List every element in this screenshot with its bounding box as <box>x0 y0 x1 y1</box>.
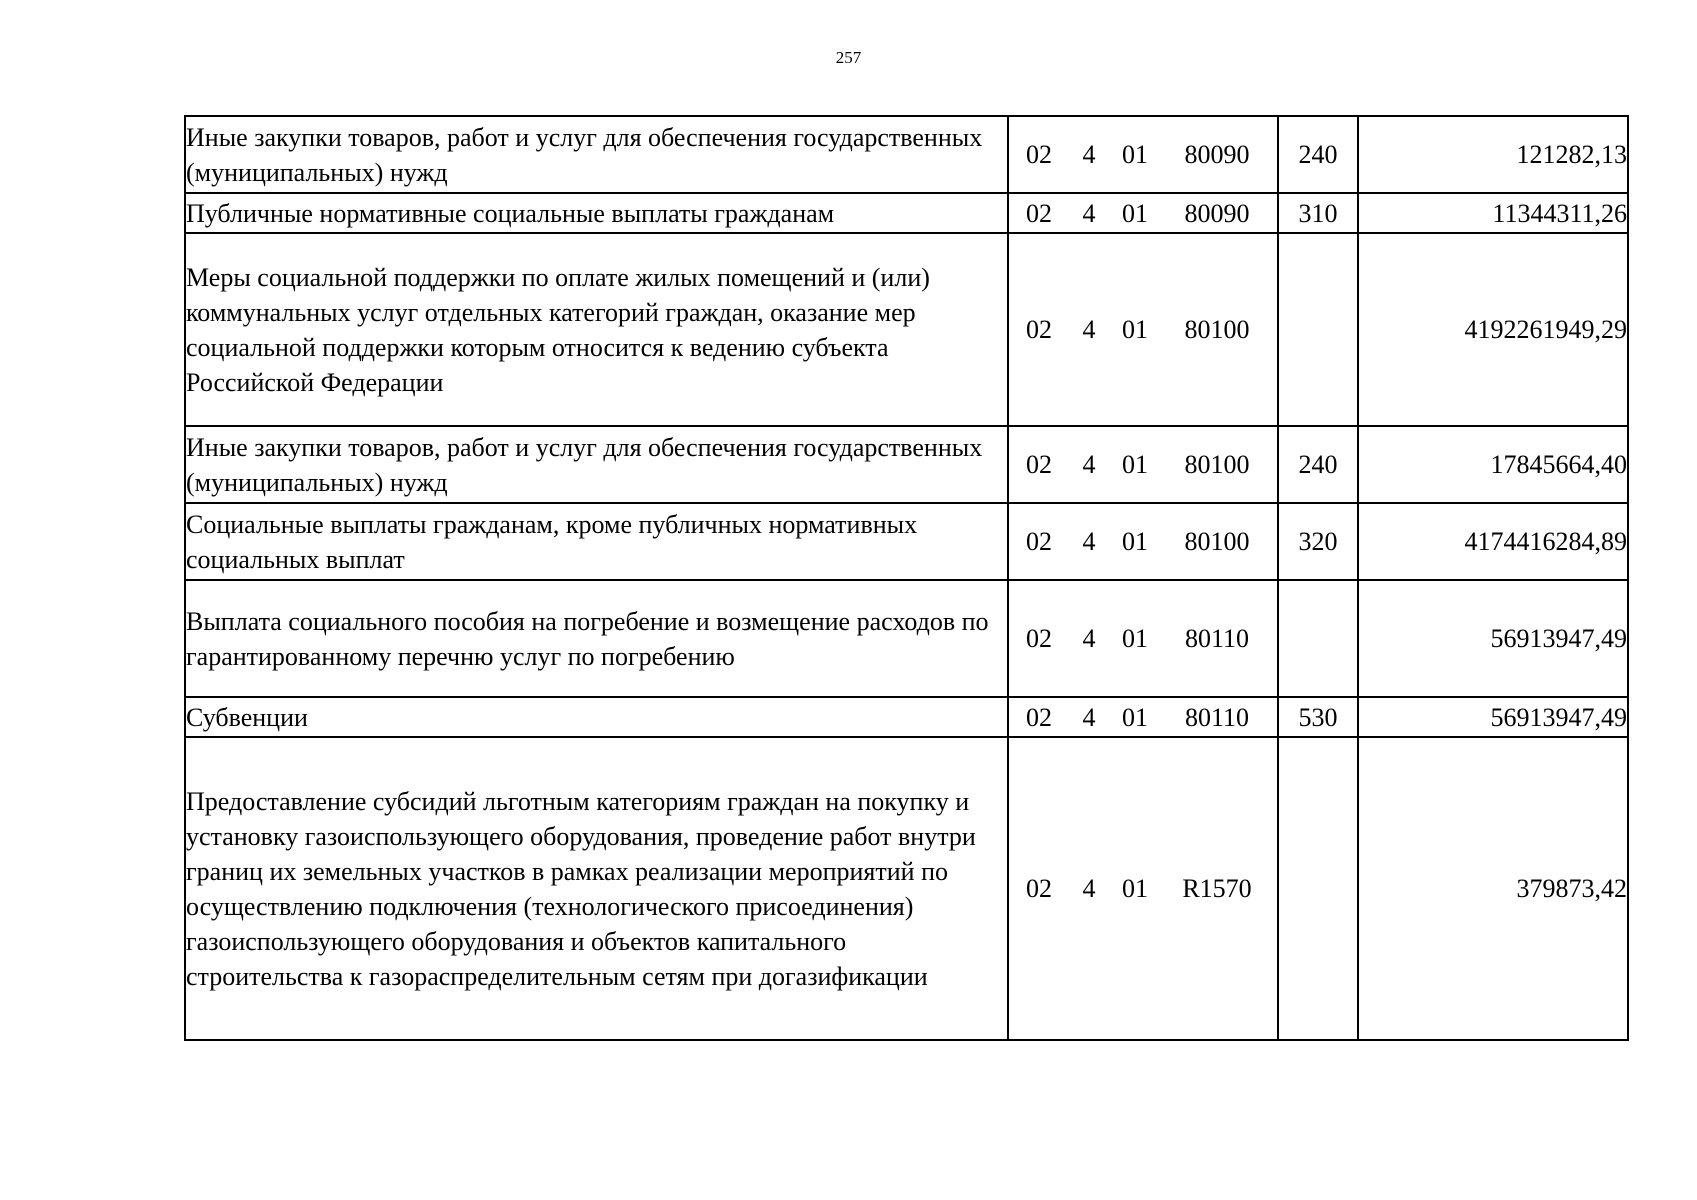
code-part: 4 <box>1082 198 1096 228</box>
expense-type-code: 310 <box>1278 193 1358 233</box>
row-description: Выплата социального пособия на погребение и возмещение расходов по гарантированному перечню услуг по погребению <box>185 580 1008 697</box>
code-part: 80090 <box>1184 140 1250 169</box>
code-part: 02 <box>1026 198 1052 228</box>
program-code <box>1008 193 1278 233</box>
code-part: 02 <box>1026 527 1052 556</box>
row-amount: 4174416284,89 <box>1358 503 1628 580</box>
row-description: Публичные нормативные социальные выплаты гражданам <box>185 193 1008 233</box>
code-part: 4 <box>1082 874 1096 903</box>
code-part: 01 <box>1122 702 1148 732</box>
table-row <box>185 737 1628 1040</box>
row-description: Иные закупки товаров, работ и услуг для обеспечения государственных (муниципальных) нужд <box>185 426 1008 503</box>
code-part: 80090 <box>1184 198 1250 228</box>
row-description: Субвенции <box>185 697 1008 737</box>
code-part: 01 <box>1122 450 1148 479</box>
table-row <box>185 116 1628 193</box>
code-part: 80110 <box>1184 702 1250 732</box>
code-part: 02 <box>1026 874 1052 903</box>
row-amount: 56913947,49 <box>1358 580 1628 697</box>
program-code <box>1008 697 1278 737</box>
table-row <box>185 503 1628 580</box>
code-part: 4 <box>1082 315 1096 344</box>
program-code <box>1008 233 1278 426</box>
code-part: 4 <box>1082 450 1096 479</box>
row-amount: 379873,42 <box>1358 737 1628 1040</box>
code-part: 4 <box>1082 140 1096 169</box>
program-code <box>1008 116 1278 193</box>
expense-type-code: 530 <box>1278 697 1358 737</box>
code-part: 02 <box>1026 702 1052 732</box>
row-description: Предоставление субсидий льготным категориям граждан на покупку и установку газоиспользующего оборудования, проведение работ внутри границ их земельных участков в рамках реализации мероприятий по осуществлению подключения (технологического присоединения) газоиспользующего оборудования и объектов капитального строительства к газораспределительным сетям при догазификации <box>185 737 1008 1040</box>
program-code <box>1008 503 1278 580</box>
row-description: Социальные выплаты гражданам, кроме публичных нормативных социальных выплат <box>185 503 1008 580</box>
row-amount: 17845664,40 <box>1358 426 1628 503</box>
program-code <box>1008 426 1278 503</box>
table-row <box>185 193 1628 233</box>
code-part: R1570 <box>1182 874 1252 903</box>
expense-type-code: 240 <box>1278 426 1358 503</box>
code-part: 4 <box>1082 624 1096 653</box>
page-number: 257 <box>835 48 862 67</box>
budget-table <box>184 115 1629 1041</box>
code-part: 80100 <box>1184 527 1250 556</box>
code-part: 01 <box>1122 140 1148 169</box>
code-part: 01 <box>1122 874 1148 903</box>
row-amount: 4192261949,29 <box>1358 233 1628 426</box>
code-part: 02 <box>1026 140 1052 169</box>
table-row <box>185 233 1628 426</box>
table-row <box>185 580 1628 697</box>
program-code <box>1008 737 1278 1040</box>
expense-type-code <box>1278 580 1358 697</box>
expense-type-code: 320 <box>1278 503 1358 580</box>
code-part: 01 <box>1122 624 1148 653</box>
table-row <box>185 426 1628 503</box>
row-amount: 56913947,49 <box>1358 697 1628 737</box>
row-description: Иные закупки товаров, работ и услуг для обеспечения государственных (муниципальных) нужд <box>185 116 1008 193</box>
code-part: 4 <box>1082 527 1096 556</box>
row-amount: 121282,13 <box>1358 116 1628 193</box>
code-part: 01 <box>1122 315 1148 344</box>
table-row <box>185 697 1628 737</box>
expense-type-code: 240 <box>1278 116 1358 193</box>
code-part: 01 <box>1122 198 1148 228</box>
code-part: 01 <box>1122 527 1148 556</box>
code-part: 80100 <box>1184 450 1250 479</box>
expense-type-code <box>1278 233 1358 426</box>
row-amount: 11344311,26 <box>1358 193 1628 233</box>
code-part: 02 <box>1026 315 1052 344</box>
code-part: 80110 <box>1184 624 1250 653</box>
program-code <box>1008 580 1278 697</box>
code-part: 02 <box>1026 624 1052 653</box>
code-part: 80100 <box>1184 315 1250 344</box>
row-description: Меры социальной поддержки по оплате жилых помещений и (или) коммунальных услуг отдельных категорий граждан, оказание мер социальной поддержки которым относится к ведению субъекта Российской Федерации <box>185 233 1008 426</box>
expense-type-code <box>1278 737 1358 1040</box>
code-part: 02 <box>1026 450 1052 479</box>
code-part: 4 <box>1082 702 1096 732</box>
